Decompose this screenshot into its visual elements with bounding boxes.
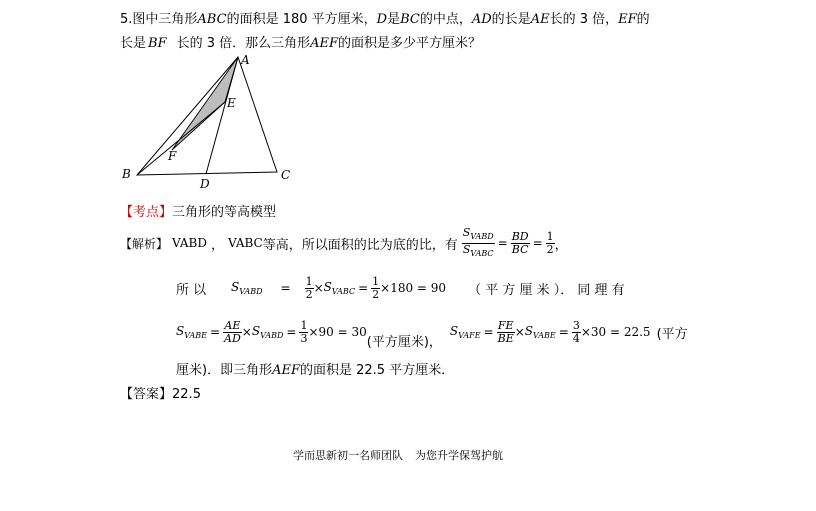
fraction-three-quarters: $\frac{3}{4}$ <box>572 318 580 345</box>
solution-line-3: $S_{VABE}$ = $\frac{AE}{AD}$ × $S_{VABD}$ = $\frac{1}{3}$ ×90 = 30 (平方厘米)， $S_{VAFE}$ = $\frac{FE}{BE}$ × $S_{VABE}$ = $\frac{3}{4}$ ×30 = 22.5 (平方 <box>176 318 688 350</box>
answer-line <box>120 383 201 402</box>
fraction-fe-be: $\frac{FE}{BE}$ <box>497 318 514 345</box>
page-footer: 学而思新初一名师团队 为您升学保驾护航 <box>293 449 503 462</box>
jiexi-tag: 【解析】 <box>120 236 169 251</box>
segment-ad <box>206 57 238 174</box>
label-b: B <box>122 167 131 181</box>
segment-be <box>137 102 225 175</box>
fraction-half-1: $\frac{1}{2}$ <box>305 274 313 301</box>
fraction-bd-bc: $\frac{BD}{BC}$ <box>511 229 529 256</box>
label-a: A <box>241 53 250 67</box>
label-f: F <box>168 149 177 163</box>
fraction-ae-ad: $\frac{AE}{AD}$ <box>224 318 241 345</box>
fraction-one-third: $\frac{1}{3}$ <box>300 318 308 345</box>
jiexi-line: 【解析】 VABD ， VABC 等高，所以面积的比为底的比，有 $\frac{S_{VABD}}{S_{VABC}}$ = $\frac{BD}{BC}$ = $\frac{1}{2}$ ， <box>120 225 568 258</box>
label-d: D <box>200 177 210 191</box>
fraction-area-ratio: $\frac{S_{VABD}}{S_{VABC}}$ <box>462 225 494 258</box>
problem-line-1: 5.图中三角形ABC的面积是 180 平方厘米，D是BC的中点，AD的长是AE长的 3 倍，EF的 <box>120 12 650 27</box>
problem-number: 5. <box>120 12 133 27</box>
solution-line-2: 所 以 $S_{VABD}$ = $\frac{1}{2}$ × $S_{VABC}$ = $\frac{1}{2}$ ×180 = 90 （ 平 方 厘 米 ）． 同 理 有 <box>176 274 625 301</box>
kaodian-text: 三角形的等高模型 <box>172 205 277 220</box>
problem-line-2: 长是 BF 长的 3 倍．那么三角形AEF的面积是多少平方厘米？ <box>120 36 482 51</box>
fraction-one-half: $\frac{1}{2}$ <box>546 229 554 256</box>
kaodian-tag: 【考点】 <box>120 205 173 220</box>
label-c: C <box>281 168 291 182</box>
triangle-figure <box>115 50 305 195</box>
answer-value: 22.5 <box>172 387 201 402</box>
label-e: E <box>227 96 236 110</box>
solution-line-4: 厘米)．即三角形AEF的面积是 22.5 平方厘米． <box>176 363 455 378</box>
fraction-half-2: $\frac{1}{2}$ <box>372 274 380 301</box>
kaodian-line <box>120 201 276 220</box>
answer-tag: 【答案】 <box>120 387 173 402</box>
